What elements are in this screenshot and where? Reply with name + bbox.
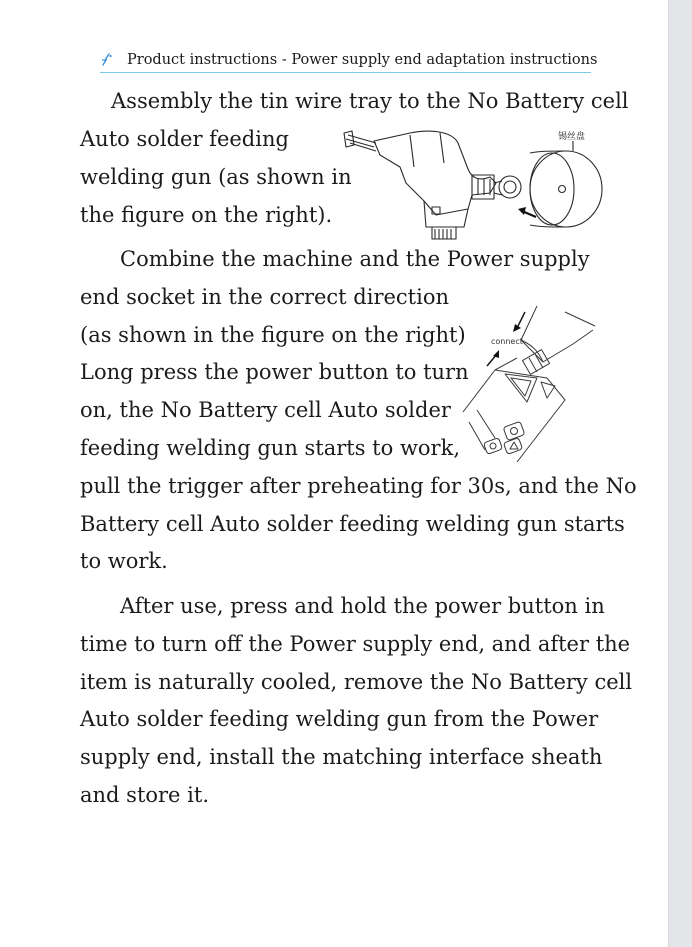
paragraph2-line-6: feeding welding gun starts to work,	[80, 436, 460, 460]
paragraph3-line-5: supply end, install the matching interface sheath	[80, 745, 603, 769]
paragraph2-line-8: Battery cell Auto solder feeding welding gun starts	[80, 512, 625, 536]
connect-label: connect	[491, 337, 523, 346]
paragraph3-line-1: After use, press and hold the power button in	[120, 594, 605, 618]
paragraph3-line-4: Auto solder feeding welding gun from the Power	[80, 707, 599, 731]
page-header	[100, 50, 598, 73]
paragraph2-line-3: (as shown in the figure on the right)	[80, 323, 466, 347]
paragraph1-line-1: Assembly the tin wire tray to the No Battery cell	[111, 89, 629, 113]
paragraph2-line-4: Long press the power button to turn	[80, 360, 469, 384]
paragraph1-line-2: Auto solder feeding	[80, 127, 289, 151]
paragraph2-line-5: on, the No Battery cell Auto solder	[80, 398, 451, 422]
connect-figure	[455, 300, 600, 465]
paragraph2-line-1: Combine the machine and the Power supply	[120, 247, 590, 271]
header-title: Product instructions - Power supply end adaptation instructions	[127, 52, 598, 68]
scrollbar-track[interactable]	[668, 0, 692, 947]
wire-tray-label: 锡丝盘	[558, 132, 586, 142]
paragraph2-line-7: pull the trigger after preheating for 30s, and the No	[80, 474, 637, 498]
paragraph3-line-2: time to turn off the Power supply end, and after the	[80, 632, 631, 656]
paragraph1-line-3: welding gun (as shown in	[80, 165, 352, 189]
paragraph1-line-4: the figure on the right).	[80, 203, 333, 227]
solder-gun-figure	[340, 123, 610, 243]
paragraph3-line-6: and store it.	[80, 783, 209, 807]
sparkle-icon	[100, 52, 114, 66]
paragraph3-line-3: item is naturally cooled, remove the No Battery cell	[80, 670, 633, 694]
paragraph2-line-2: end socket in the correct direction	[80, 285, 449, 309]
paragraph2-line-9: to work.	[80, 549, 168, 573]
